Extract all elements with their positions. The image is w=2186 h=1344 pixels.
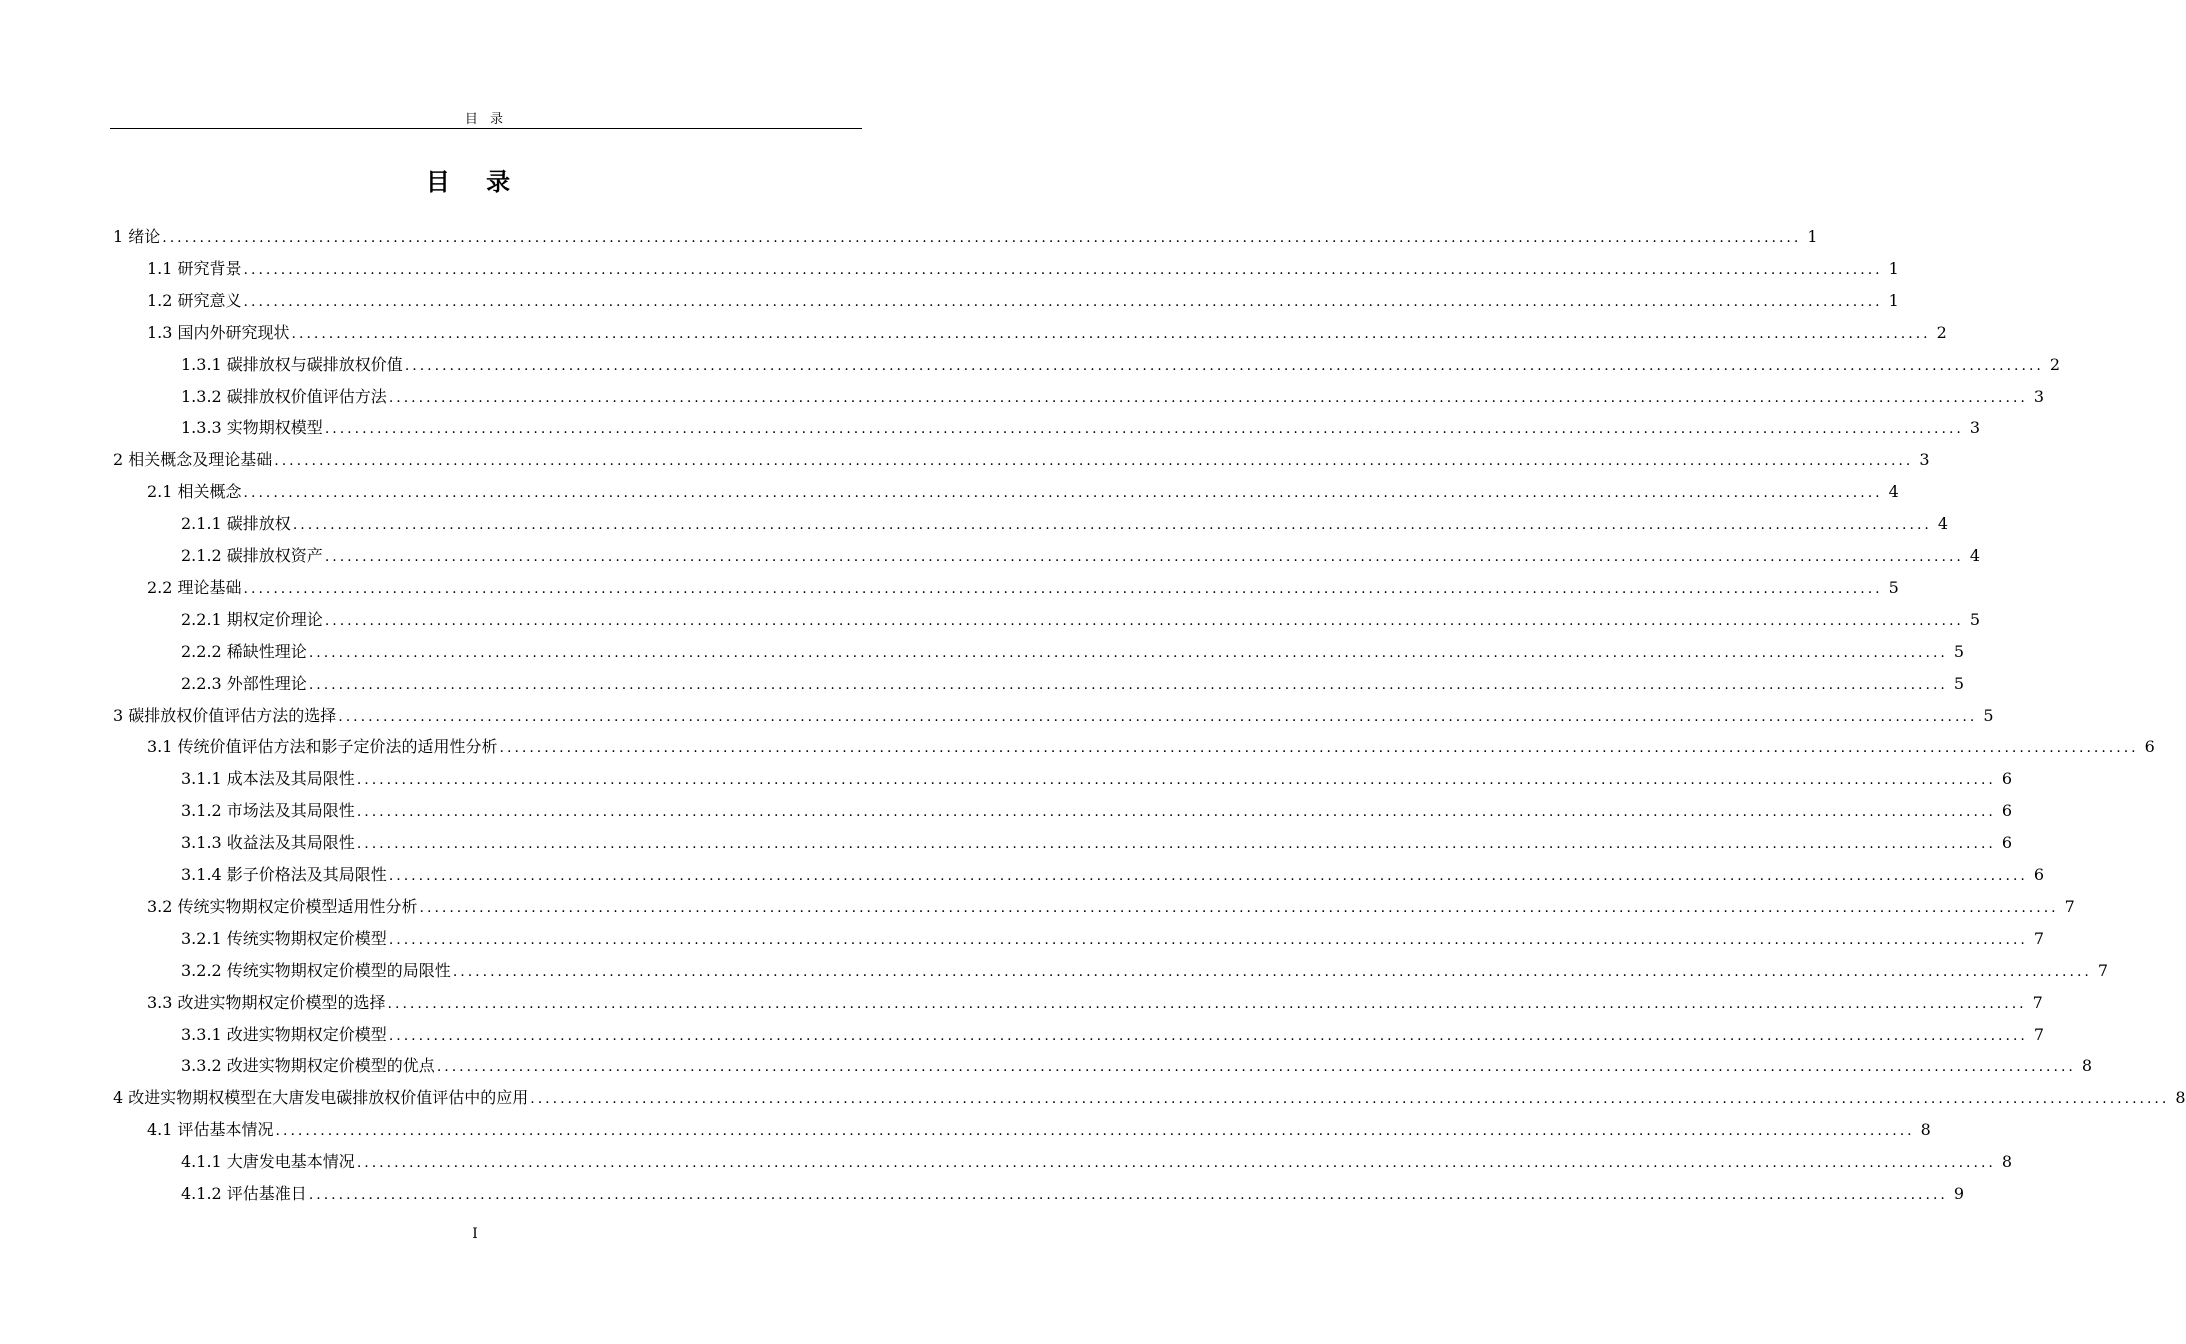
toc-dot-leader: ............................................................................................................................................................................................................................	[404, 358, 2044, 374]
toc-dot-leader: ............................................................................................................................................................................................................................	[388, 390, 2028, 406]
toc-entry-label: 3 碳排放权价值评估方法的选择	[113, 706, 337, 725]
toc-entry-label: 2.1 相关概念	[147, 482, 242, 501]
toc-entry-page: 1	[1807, 227, 1818, 246]
toc-entry-page: 7	[2033, 929, 2045, 948]
toc-dot-leader: ............................................................................................................................................................................................................................	[388, 868, 2028, 884]
toc-dot-leader: ............................................................................................................................................................................................................................	[338, 709, 1978, 725]
toc-entry[interactable]	[181, 673, 1965, 695]
toc-entry-label: 2.2.3 外部性理论	[181, 674, 307, 693]
toc-entry-label: 2.2.2 稀缺性理论	[181, 642, 307, 661]
toc-dot-leader: ............................................................................................................................................................................................................................	[387, 996, 2027, 1012]
toc-dot-leader: ............................................................................................................................................................................................................................	[291, 326, 1931, 342]
toc-entry-label: 2.2 理论基础	[147, 578, 242, 597]
toc-entry-page: 8	[1920, 1120, 1931, 1139]
toc-entry[interactable]	[181, 960, 2109, 982]
toc-entry[interactable]	[181, 1055, 2093, 1077]
toc-dot-leader: ............................................................................................................................................................................................................................	[324, 421, 1964, 437]
toc-entry[interactable]	[147, 577, 1899, 599]
toc-entry-page: 4	[1937, 514, 1949, 533]
toc-dot-leader: ............................................................................................................................................................................................................................	[388, 932, 2028, 948]
toc-entry-page: 5	[1983, 706, 1994, 725]
toc-entry-page: 5	[1969, 610, 1981, 629]
toc-entry[interactable]	[181, 609, 1981, 631]
toc-entry-page: 3	[1969, 418, 1981, 437]
toc-dot-leader: ............................................................................................................................................................................................................................	[499, 740, 2139, 756]
toc-dot-leader: ............................................................................................................................................................................................................................	[356, 772, 1996, 788]
toc-entry[interactable]	[147, 322, 1947, 344]
toc-entry[interactable]	[181, 545, 1981, 567]
toc-dot-leader: ............................................................................................................................................................................................................................	[243, 262, 1883, 278]
toc-entry-label: 3.2.1 传统实物期权定价模型	[181, 929, 387, 948]
toc-entry-label: 3.1.4 影子价格法及其局限性	[181, 865, 387, 884]
toc-entry-page: 1	[1888, 291, 1899, 310]
toc-entry-label: 2 相关概念及理论基础	[113, 450, 273, 469]
toc-entry-page: 5	[1888, 578, 1899, 597]
toc-entry-label: 1.3.2 碳排放权价值评估方法	[181, 387, 387, 406]
toc-entry-page: 4	[1888, 482, 1899, 501]
toc-entry-page: 6	[2001, 833, 2013, 852]
toc-entry-label: 2.1.1 碳排放权	[181, 514, 291, 533]
toc-dot-leader: ............................................................................................................................................................................................................................	[419, 900, 2059, 916]
toc-entry-page: 8	[2081, 1056, 2093, 1075]
toc-entry[interactable]	[147, 290, 1899, 312]
toc-entry-label: 3.3.1 改进实物期权定价模型	[181, 1025, 387, 1044]
toc-entry[interactable]	[147, 258, 1899, 280]
toc-dot-leader: ............................................................................................................................................................................................................................	[356, 804, 1996, 820]
toc-entry-page: 6	[2001, 801, 2013, 820]
toc-entry[interactable]	[113, 705, 1994, 727]
toc-entry[interactable]	[113, 226, 1818, 248]
toc-entry-page: 7	[2032, 993, 2043, 1012]
toc-entry-page: 3	[2033, 387, 2045, 406]
toc-dot-leader: ............................................................................................................................................................................................................................	[308, 677, 1948, 693]
toc-entry-label: 3.2 传统实物期权定价模型适用性分析	[147, 897, 418, 916]
toc-entry[interactable]	[181, 417, 1981, 439]
toc-dot-leader: ............................................................................................................................................................................................................................	[324, 613, 1964, 629]
toc-entry[interactable]	[181, 768, 2013, 790]
toc-entry-page: 8	[2175, 1088, 2186, 1107]
toc-entry[interactable]	[147, 896, 2075, 918]
toc-entry-label: 3.1.2 市场法及其局限性	[181, 801, 355, 820]
running-header: 目 录	[464, 112, 508, 127]
toc-entry[interactable]	[181, 641, 1965, 663]
toc-entry-page: 2	[2049, 355, 2061, 374]
toc-entry[interactable]	[181, 800, 2013, 822]
toc-entry[interactable]	[147, 992, 2043, 1014]
toc-dot-leader: ............................................................................................................................................................................................................................	[324, 549, 1964, 565]
header-rule	[110, 128, 862, 129]
toc-entry-label: 1 绪论	[113, 227, 161, 246]
toc-entry-label: 3.1.1 成本法及其局限性	[181, 769, 355, 788]
toc-entry-label: 1.3 国内外研究现状	[147, 323, 290, 342]
toc-entry-label: 3.2.2 传统实物期权定价模型的局限性	[181, 961, 451, 980]
toc-entry-page: 9	[1953, 1184, 1965, 1203]
toc-entry-page: 5	[1953, 642, 1965, 661]
toc-entry-page: 4	[1969, 546, 1981, 565]
toc-entry-page: 6	[2001, 769, 2013, 788]
toc-entry-label: 4.1.2 评估基准日	[181, 1184, 307, 1203]
toc-entry[interactable]	[181, 354, 2061, 376]
toc-entry-page: 6	[2033, 865, 2045, 884]
toc-entry[interactable]	[113, 1087, 2186, 1109]
toc-entry[interactable]	[147, 481, 1899, 503]
toc-entry-page: 5	[1953, 674, 1965, 693]
toc-entry-page: 8	[2001, 1152, 2013, 1171]
toc-entry-page: 6	[2144, 737, 2155, 756]
toc-entry-label: 2.2.1 期权定价理论	[181, 610, 323, 629]
toc-dot-leader: ............................................................................................................................................................................................................................	[388, 1028, 2028, 1044]
toc-entry[interactable]	[181, 928, 2045, 950]
toc-entry[interactable]	[181, 1024, 2045, 1046]
toc-dot-leader: ............................................................................................................................................................................................................................	[356, 836, 1996, 852]
toc-entry-label: 4.1.1 大唐发电基本情况	[181, 1152, 355, 1171]
toc-entry-label: 3.1.3 收益法及其局限性	[181, 833, 355, 852]
toc-entry-label: 1.1 研究背景	[147, 259, 242, 278]
toc-entry-page: 3	[1919, 450, 1930, 469]
toc-entry-page: 1	[1888, 259, 1899, 278]
toc-entry-label: 1.3.3 实物期权模型	[181, 418, 323, 437]
toc-title: 目 录	[425, 168, 525, 196]
toc-entry-page: 7	[2033, 1025, 2045, 1044]
toc-dot-leader: ............................................................................................................................................................................................................................	[243, 485, 1883, 501]
toc-dot-leader: ............................................................................................................................................................................................................................	[530, 1091, 2170, 1107]
toc-entry-label: 1.2 研究意义	[147, 291, 242, 310]
toc-dot-leader: ............................................................................................................................................................................................................................	[356, 1155, 1996, 1171]
toc-entry-label: 3.3.2 改进实物期权定价模型的优点	[181, 1056, 435, 1075]
page-number: I	[472, 1226, 478, 1242]
toc-dot-leader: ............................................................................................................................................................................................................................	[436, 1059, 2076, 1075]
toc-entry[interactable]	[147, 736, 2155, 758]
toc-entry-label: 2.1.2 碳排放权资产	[181, 546, 323, 565]
toc-entry[interactable]	[181, 832, 2013, 854]
toc-dot-leader: ............................................................................................................................................................................................................................	[308, 645, 1948, 661]
toc-entry[interactable]	[181, 1151, 2013, 1173]
toc-entry-label: 3.1 传统价值评估方法和影子定价法的适用性分析	[147, 737, 498, 756]
toc-entry[interactable]	[181, 513, 1949, 535]
toc-dot-leader: ............................................................................................................................................................................................................................	[275, 1123, 1915, 1139]
toc-dot-leader: ............................................................................................................................................................................................................................	[162, 230, 1802, 246]
toc-dot-leader: ............................................................................................................................................................................................................................	[452, 964, 2092, 980]
toc-entry[interactable]	[113, 449, 1930, 471]
toc-entry[interactable]	[147, 1119, 1931, 1141]
toc-dot-leader: ............................................................................................................................................................................................................................	[292, 517, 1932, 533]
toc-entry-label: 3.3 改进实物期权定价模型的选择	[147, 993, 386, 1012]
toc-dot-leader: ............................................................................................................................................................................................................................	[308, 1187, 1948, 1203]
toc-entry[interactable]	[181, 864, 2045, 886]
toc-entry-label: 1.3.1 碳排放权与碳排放权价值	[181, 355, 403, 374]
toc-entry[interactable]	[181, 386, 2045, 408]
toc-dot-leader: ............................................................................................................................................................................................................................	[243, 581, 1883, 597]
toc-entry-label: 4.1 评估基本情况	[147, 1120, 274, 1139]
toc-dot-leader: ............................................................................................................................................................................................................................	[243, 294, 1883, 310]
toc-entry-label: 4 改进实物期权模型在大唐发电碳排放权价值评估中的应用	[113, 1088, 529, 1107]
toc-entry[interactable]	[181, 1183, 1965, 1205]
toc-entry-page: 2	[1936, 323, 1947, 342]
toc-entry-page: 7	[2097, 961, 2109, 980]
toc-dot-leader: ............................................................................................................................................................................................................................	[274, 453, 1914, 469]
toc-entry-page: 7	[2064, 897, 2075, 916]
